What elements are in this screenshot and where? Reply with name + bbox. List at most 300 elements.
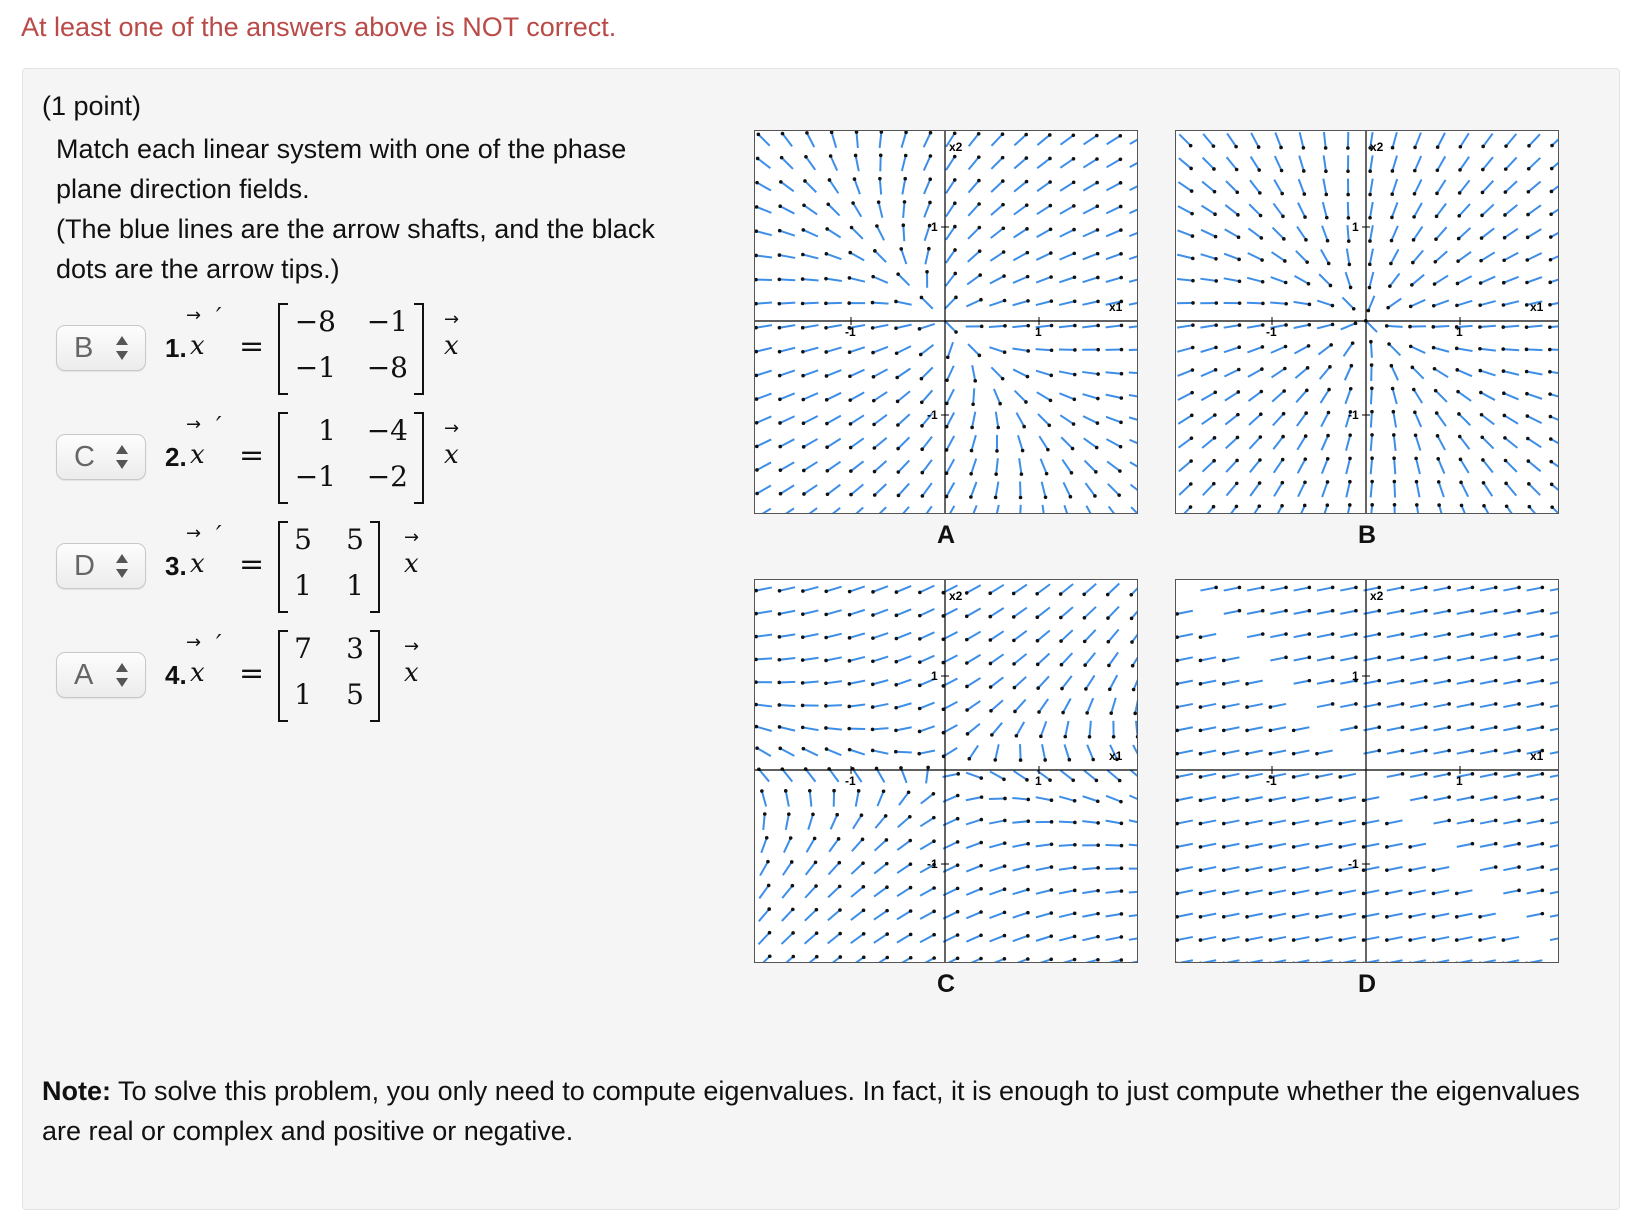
arrow-shaft <box>781 182 794 191</box>
arrow-tip <box>1026 324 1030 328</box>
arrow-shaft <box>990 771 1004 779</box>
arrow-shaft <box>1345 366 1352 381</box>
arrow-tip <box>1261 302 1265 306</box>
arrow-tip <box>1072 228 1076 232</box>
arrow-shaft <box>1433 797 1449 800</box>
arrow-tip <box>824 326 828 330</box>
arrow-shaft <box>1550 890 1558 893</box>
arrow-tip <box>1455 347 1459 351</box>
arrow-shaft <box>780 748 794 756</box>
arrow-shaft <box>1416 435 1421 450</box>
arrow-shaft <box>1037 158 1050 168</box>
arrow-tip <box>899 766 903 770</box>
arrow-shaft <box>921 367 932 378</box>
arrow-tip <box>1315 938 1319 942</box>
arrow-tip <box>1415 503 1419 507</box>
arrow-shaft <box>1435 251 1447 262</box>
arrow-tip <box>1212 459 1216 463</box>
arrow-shaft <box>1179 134 1190 145</box>
arrow-shaft <box>850 586 865 591</box>
arrow-shaft <box>1271 277 1286 282</box>
arrow-shaft <box>1061 653 1072 665</box>
arrow-tip <box>909 933 913 937</box>
arrow-tip <box>1541 656 1545 660</box>
arrow-shaft <box>948 342 953 357</box>
arrow-shaft <box>1323 202 1327 217</box>
arrow-shaft <box>991 205 1003 216</box>
arrow-tip <box>755 635 758 639</box>
arrow-tip <box>1073 935 1077 939</box>
arrow-shaft <box>1371 412 1372 428</box>
arrow-tip <box>778 204 782 208</box>
arrow-shaft <box>991 367 1002 378</box>
system-number: 4. <box>165 660 187 691</box>
arrow-tip <box>998 402 1002 406</box>
arrow-tip <box>918 684 922 688</box>
arrow-shaft <box>1036 890 1052 894</box>
arrow-shaft <box>756 635 772 637</box>
arrow-shaft <box>966 843 981 849</box>
arrow-tip <box>1119 205 1123 209</box>
arrow-shaft <box>757 207 772 213</box>
arrow-tip <box>1026 865 1030 869</box>
answer-select-3[interactable] <box>56 543 146 589</box>
arrow-tip <box>1026 375 1030 379</box>
arrow-shaft <box>877 791 883 806</box>
arrow-shaft <box>826 370 841 376</box>
arrow-tip <box>1401 772 1405 776</box>
arrow-tip <box>1517 609 1521 613</box>
arrow-tip <box>1517 842 1521 846</box>
answer-select-4[interactable] <box>56 652 146 698</box>
arrow-shaft <box>1129 417 1137 421</box>
arrow-shaft <box>1347 225 1348 241</box>
arrow-shaft <box>805 933 817 944</box>
arrow-tip <box>1071 778 1075 782</box>
arrow-shaft <box>1224 347 1239 352</box>
arrow-shaft <box>1013 301 1028 305</box>
arrow-tip <box>1348 263 1352 267</box>
arrow-tip <box>1022 425 1026 429</box>
arrow-tip <box>1377 725 1381 729</box>
arrow-shaft <box>1224 657 1240 660</box>
arrow-tip <box>1437 480 1441 484</box>
arrow-shaft <box>1129 395 1137 398</box>
arrow-tip <box>1083 616 1087 620</box>
arrow-shaft <box>849 657 865 661</box>
equals-sign: = <box>239 329 264 364</box>
arrow-shaft <box>1203 507 1213 513</box>
arrow-tip <box>1494 702 1498 706</box>
arrow-shaft <box>1202 461 1214 472</box>
arrow-shaft <box>1129 820 1137 823</box>
arrow-shaft <box>1179 484 1191 495</box>
arrow-tip <box>1436 145 1440 149</box>
arrow-shaft <box>804 508 817 513</box>
arrow-tip <box>802 747 806 751</box>
arrow-shaft <box>897 841 910 850</box>
arrow-tip <box>1213 190 1217 194</box>
arrow-shaft <box>922 506 931 513</box>
arrow-shaft <box>1270 820 1286 823</box>
arrow-shaft <box>1226 181 1237 192</box>
arrow-shaft <box>966 797 982 800</box>
arrow-tip <box>857 789 861 793</box>
arrow-shaft <box>874 864 887 874</box>
arrow-tip <box>1434 237 1438 241</box>
arrow-tip <box>988 615 992 619</box>
arrow-tip <box>1026 842 1030 846</box>
arrow-tip <box>1377 609 1381 613</box>
arrow-shaft <box>763 814 765 830</box>
arrow-tip <box>1480 214 1484 218</box>
arrow-tip <box>1025 156 1029 160</box>
arrow-shaft <box>1039 436 1048 450</box>
direction-field-a-plot <box>755 131 1137 513</box>
arrow-tip <box>920 424 924 428</box>
arrow-tip <box>1003 324 1007 328</box>
arrow-tip <box>1003 350 1007 354</box>
arrow-shaft <box>1129 278 1137 282</box>
arrow-tip <box>1478 347 1482 351</box>
arrow-shaft <box>1387 914 1403 917</box>
arrow-shaft <box>971 482 977 497</box>
arrow-shaft <box>920 818 933 827</box>
arrow-shaft <box>1393 132 1397 147</box>
arrow-shaft <box>1528 461 1540 471</box>
arrow-shaft <box>1294 751 1310 754</box>
arrow-tip <box>1331 609 1335 613</box>
arrow-shaft <box>1438 133 1445 147</box>
arrow-shaft <box>920 888 934 896</box>
arrow-shaft <box>1015 391 1026 402</box>
arrow-shaft <box>1482 437 1493 448</box>
arrow-tip <box>1457 412 1461 416</box>
arrow-shaft <box>971 505 977 513</box>
arrow-shaft <box>972 365 975 381</box>
arrow-shaft <box>1129 230 1137 236</box>
arrow-tip <box>1362 938 1366 942</box>
arrow-tip <box>1095 779 1099 783</box>
arrow-shaft <box>779 279 795 280</box>
arrow-shaft <box>803 370 818 375</box>
arrow-shaft <box>1178 393 1192 400</box>
arrow-tip <box>953 178 957 182</box>
arrow-tip <box>791 955 795 959</box>
incorrect-answer-alert: At least one of the answers above is NOT correct. <box>21 12 616 43</box>
arrow-shaft <box>1527 371 1543 374</box>
arrow-shaft <box>1433 587 1449 590</box>
arrow-tip <box>1456 259 1460 263</box>
arrow-shaft <box>1273 228 1284 239</box>
arrow-tip <box>804 155 808 159</box>
arrow-shaft <box>779 255 795 258</box>
arrow-tip <box>1048 133 1052 137</box>
arrow-tip <box>918 614 922 618</box>
arrow-tip <box>848 374 852 378</box>
arrow-tip <box>1119 157 1123 161</box>
arrow-tip <box>918 730 922 734</box>
arrow-shaft <box>1527 820 1543 823</box>
arrow-tip <box>1432 892 1436 896</box>
arrow-shaft <box>945 321 956 332</box>
arrow-tip <box>1119 445 1123 449</box>
arrow-tip <box>871 749 875 753</box>
arrow-shaft <box>1410 914 1426 917</box>
arrow-shaft <box>1082 960 1097 962</box>
arrow-shaft <box>1224 820 1240 823</box>
arrow-shaft <box>1014 229 1027 238</box>
arrow-shaft <box>1414 389 1422 403</box>
arrow-tip <box>1348 480 1352 484</box>
arrow-tip <box>1504 459 1508 463</box>
arrow-shaft <box>1459 228 1471 239</box>
arrow-shaft <box>1480 326 1496 327</box>
arrow-tip <box>953 225 957 229</box>
arrow-tip <box>1527 459 1531 463</box>
matrix-bracket-right <box>370 521 380 613</box>
arrow-tip <box>920 400 924 404</box>
arrow-tip <box>1408 892 1412 896</box>
arrow-tip <box>979 887 983 891</box>
arrow-shaft <box>1342 297 1353 308</box>
arrow-shaft <box>1248 369 1262 377</box>
arrow-tip <box>1222 798 1226 802</box>
arrow-tip <box>1424 679 1428 683</box>
arrow-tip <box>837 837 841 841</box>
arrow-shaft <box>1340 844 1356 847</box>
arrow-shaft <box>1300 132 1304 148</box>
arrow-tip <box>824 613 828 617</box>
arrow-tip <box>1222 659 1226 663</box>
arrow-tip <box>1502 281 1506 285</box>
arrow-shaft <box>1457 751 1473 754</box>
arrow-shaft <box>1012 348 1028 350</box>
arrow-tip <box>838 932 842 936</box>
arrow-shaft <box>1413 250 1423 262</box>
arrow-tip <box>1549 235 1553 239</box>
arrow-tip <box>1073 843 1077 847</box>
arrow-shaft <box>828 204 839 215</box>
arrow-tip <box>885 885 889 889</box>
arrow-shaft <box>851 910 864 920</box>
arrow-tip <box>1412 215 1416 219</box>
arrow-tip <box>801 612 805 616</box>
arrow-tip <box>1292 915 1296 919</box>
arrow-tip <box>1408 325 1412 329</box>
arrow-shaft <box>1457 704 1473 707</box>
arrow-tip <box>1326 239 1330 243</box>
arrow-shaft <box>1177 727 1193 730</box>
arrow-shaft <box>1434 300 1449 305</box>
arrow-tip <box>1048 778 1052 782</box>
arrow-shaft <box>850 750 865 755</box>
arrow-shaft <box>1270 587 1286 590</box>
arrow-tip <box>1035 615 1039 619</box>
arrow-shaft <box>1506 461 1517 472</box>
arrow-shaft <box>756 325 772 328</box>
arrow-tip <box>932 933 936 937</box>
arrow-tip <box>1236 413 1240 417</box>
arrow-shaft <box>1340 797 1356 800</box>
arrow-shaft <box>1272 252 1285 261</box>
arrow-tip <box>1082 592 1086 596</box>
arrow-shaft <box>1503 751 1519 754</box>
arrow-tip <box>979 957 983 961</box>
arrow-tip <box>978 354 982 358</box>
arrow-shaft <box>1270 751 1286 754</box>
arrow-shaft <box>873 680 888 684</box>
arrow-shaft <box>902 179 905 195</box>
answer-select-1[interactable] <box>56 325 146 371</box>
arrow-tip <box>1527 482 1531 486</box>
arrow-shaft <box>903 225 904 241</box>
arrow-shaft <box>1224 797 1240 800</box>
arrow-tip <box>1362 915 1366 919</box>
arrow-tip <box>953 201 957 205</box>
arrow-shaft <box>1340 587 1356 590</box>
arrow-shaft <box>1529 507 1539 513</box>
arrow-tip <box>954 330 958 334</box>
arrow-tip <box>1327 262 1331 266</box>
answer-select-2[interactable] <box>56 434 146 480</box>
arrow-shaft <box>803 610 819 614</box>
arrow-tip <box>1035 592 1039 596</box>
arrow-shaft <box>851 887 863 897</box>
arrow-shaft <box>1082 821 1098 823</box>
arrow-tip <box>1131 664 1135 668</box>
arrow-shaft <box>1347 249 1349 265</box>
arrow-shaft <box>967 585 981 593</box>
arrow-shaft <box>1433 326 1449 327</box>
arrow-shaft <box>1295 368 1307 378</box>
arrow-tip <box>989 709 993 713</box>
arrow-tip <box>1093 494 1097 498</box>
arrow-shaft <box>781 508 794 513</box>
arrow-shaft <box>1225 229 1239 237</box>
arrow-tip <box>989 685 993 689</box>
arrow-shaft <box>1410 634 1426 637</box>
arrow-tip <box>1354 632 1358 636</box>
arrow-tip <box>1026 911 1030 915</box>
arrow-tip <box>1455 938 1459 942</box>
arrow-tip <box>1235 482 1239 486</box>
arrow-shaft <box>1527 914 1543 917</box>
arrow-tip <box>1517 702 1521 706</box>
arrow-shaft <box>1177 611 1193 614</box>
arrow-shaft <box>1299 179 1305 194</box>
arrow-tip <box>979 841 983 845</box>
arrow-shaft <box>969 157 979 169</box>
arrow-tip <box>1517 679 1521 683</box>
arrow-shaft <box>1250 180 1260 193</box>
direction-field-d-plot <box>1176 580 1558 962</box>
arrow-shaft <box>922 483 931 496</box>
arrow-tip <box>1411 366 1415 370</box>
arrow-shaft <box>991 181 1003 192</box>
answer-select-value: A <box>74 659 93 692</box>
arrow-tip <box>1305 389 1309 393</box>
arrow-tip <box>1257 504 1261 508</box>
arrow-tip <box>1457 237 1461 241</box>
arrow-tip <box>1525 348 1529 352</box>
arrow-tip <box>1494 819 1498 823</box>
arrow-shaft <box>1527 681 1543 684</box>
arrow-shaft <box>1317 704 1333 707</box>
coefficient-matrix <box>278 303 428 395</box>
arrow-tip <box>1106 593 1110 597</box>
arrow-tip <box>965 591 969 595</box>
vector-arrow-icon: → <box>186 305 201 326</box>
arrow-shaft <box>1203 134 1213 146</box>
arrow-shaft <box>896 609 911 615</box>
arrow-tip <box>925 270 929 274</box>
arrow-tip <box>1525 392 1529 396</box>
arrow-tip <box>1189 505 1193 509</box>
arrow-shaft <box>1438 459 1444 474</box>
arrow-tip <box>918 327 922 331</box>
arrow-shaft <box>1481 252 1495 260</box>
arrow-shaft <box>1480 349 1496 351</box>
arrow-shaft <box>1504 253 1518 261</box>
arrow-shaft <box>1340 937 1356 940</box>
arrow-tip <box>1517 586 1521 590</box>
arrow-tip <box>945 378 949 382</box>
arrow-tip <box>932 910 936 914</box>
arrow-shaft <box>1319 274 1330 285</box>
arrow-tip <box>1118 134 1122 138</box>
arrow-tip <box>1494 632 1498 636</box>
arrow-shaft <box>1387 657 1403 660</box>
arrow-tip <box>1096 866 1100 870</box>
arrow-tip <box>784 789 788 793</box>
arrow-shaft <box>966 866 981 872</box>
arrow-tip <box>755 254 758 258</box>
arrow-tip <box>1517 772 1521 776</box>
arrow-shaft <box>1106 183 1120 191</box>
arrow-shaft <box>1136 721 1137 737</box>
arrow-tip <box>956 817 960 821</box>
arrow-tip <box>1257 168 1261 172</box>
arrow-tip <box>1331 702 1335 706</box>
arrow-shaft <box>1177 937 1193 940</box>
arrow-shaft <box>808 814 813 829</box>
arrow-shaft <box>1018 435 1023 450</box>
arrow-tip <box>1502 369 1506 373</box>
arrow-shaft <box>1387 820 1403 823</box>
arrow-tip <box>1044 495 1048 499</box>
coefficient-matrix <box>278 521 388 613</box>
arrow-tip <box>1315 868 1319 872</box>
arrow-tip <box>1354 656 1358 660</box>
arrow-tip <box>1292 938 1296 942</box>
arrow-shaft <box>1083 254 1098 260</box>
arrow-tip <box>1189 459 1193 463</box>
arrow-tip <box>1338 822 1342 826</box>
arrow-shaft <box>1317 324 1333 328</box>
arrow-shaft <box>1177 255 1193 259</box>
arrow-shaft <box>1015 700 1026 712</box>
arrow-tip <box>896 447 900 451</box>
arrow-shaft <box>1083 394 1098 398</box>
arrow-shaft <box>1528 205 1541 214</box>
arrow-shaft <box>1317 301 1332 306</box>
arrow-tip <box>1471 725 1475 729</box>
arrow-tip <box>909 956 913 960</box>
arrow-tip <box>1455 368 1459 372</box>
arrow-tip <box>1308 679 1312 683</box>
arrow-tip <box>862 932 866 936</box>
